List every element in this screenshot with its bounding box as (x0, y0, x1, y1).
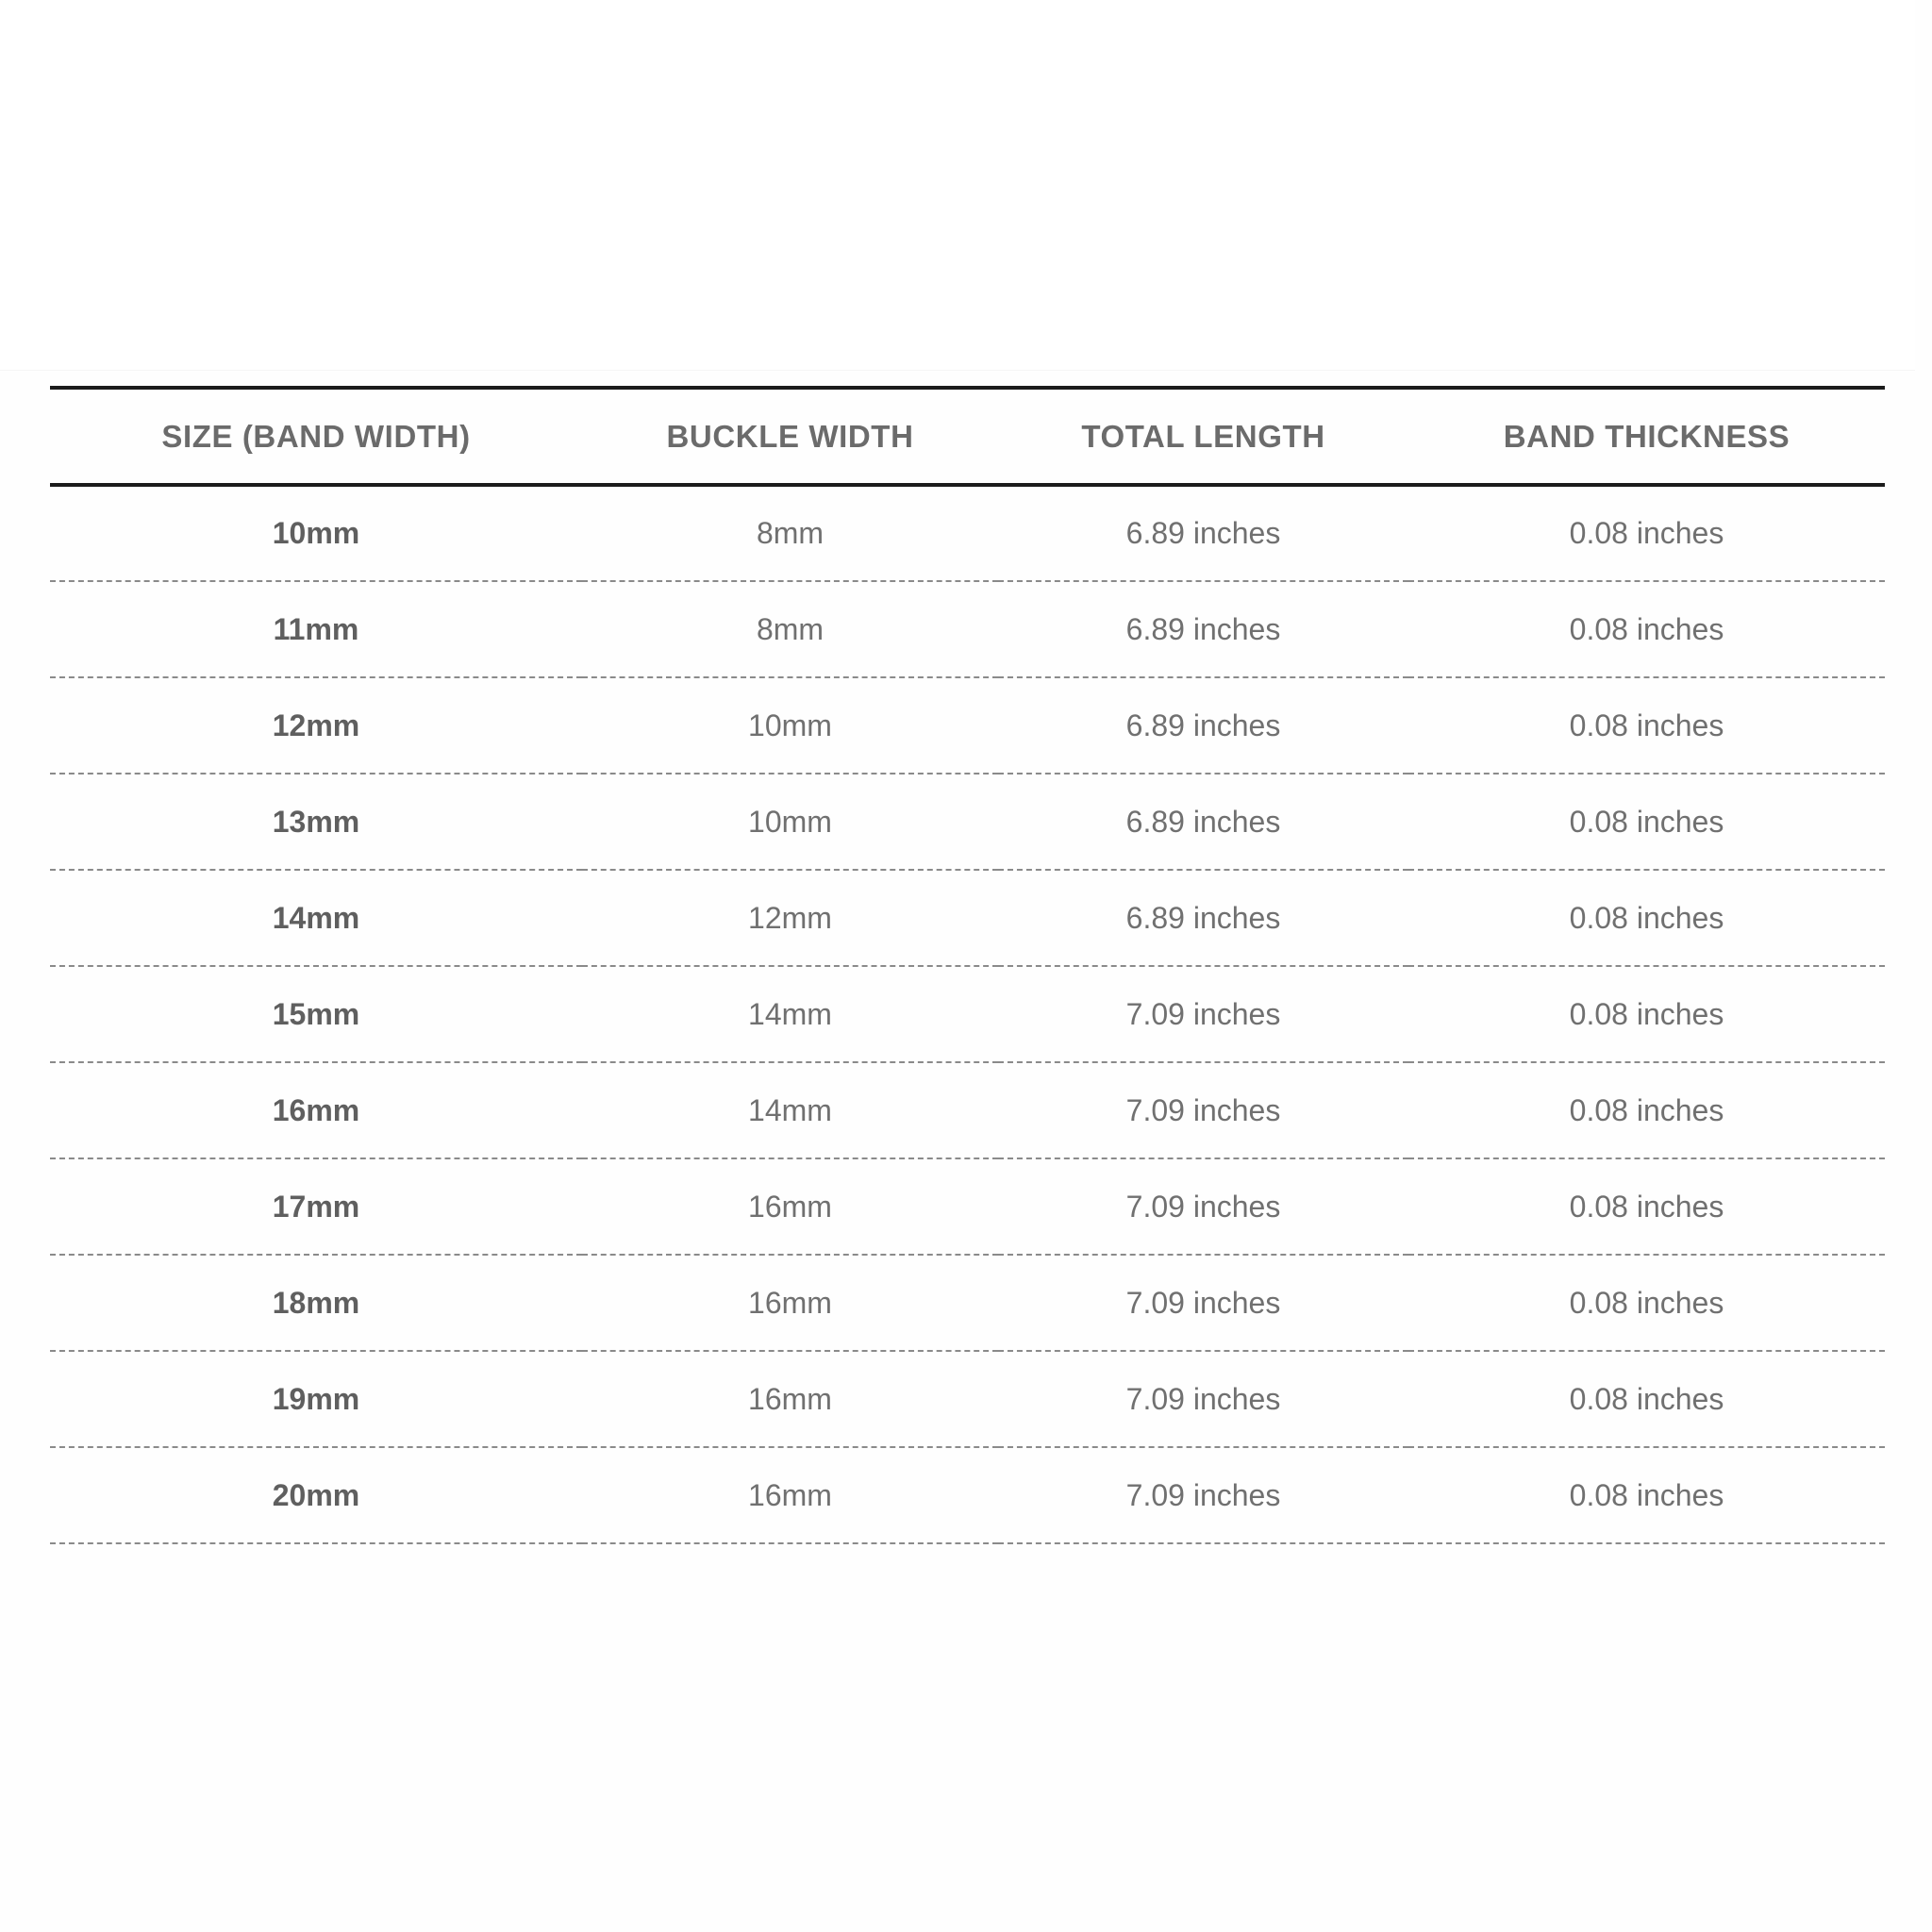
total-length-cell: 6.89 inches (998, 870, 1408, 966)
buckle-width-cell: 10mm (582, 677, 998, 774)
header-band-thickness: BAND THICKNESS (1408, 388, 1885, 485)
band-thickness-cell: 0.08 inches (1408, 1351, 1885, 1447)
table-row (50, 677, 1885, 774)
table-row (50, 1447, 1885, 1543)
size-cell: 17mm (50, 1158, 582, 1255)
total-length-cell: 7.09 inches (998, 1158, 1408, 1255)
band-thickness-cell: 0.08 inches (1408, 485, 1885, 581)
table-header (50, 388, 1885, 485)
size-cell: 20mm (50, 1447, 582, 1543)
total-length-cell: 6.89 inches (998, 774, 1408, 870)
header-buckle-width: BUCKLE WIDTH (582, 388, 998, 485)
buckle-width-cell: 14mm (582, 966, 998, 1062)
table-row (50, 774, 1885, 870)
total-length-cell: 7.09 inches (998, 966, 1408, 1062)
buckle-width-cell: 16mm (582, 1447, 998, 1543)
size-cell: 19mm (50, 1351, 582, 1447)
buckle-width-cell: 12mm (582, 870, 998, 966)
table-row (50, 1255, 1885, 1351)
total-length-cell: 7.09 inches (998, 1447, 1408, 1543)
total-length-cell: 7.09 inches (998, 1351, 1408, 1447)
band-thickness-cell: 0.08 inches (1408, 581, 1885, 677)
total-length-cell: 6.89 inches (998, 485, 1408, 581)
page-header-area (0, 0, 1915, 371)
total-length-cell: 6.89 inches (998, 581, 1408, 677)
buckle-width-cell: 8mm (582, 485, 998, 581)
total-length-cell: 7.09 inches (998, 1255, 1408, 1351)
size-cell: 14mm (50, 870, 582, 966)
buckle-width-cell: 16mm (582, 1351, 998, 1447)
buckle-width-cell: 14mm (582, 1062, 998, 1158)
size-cell: 10mm (50, 485, 582, 581)
table-row (50, 1062, 1885, 1158)
buckle-width-cell: 16mm (582, 1255, 998, 1351)
size-cell: 11mm (50, 581, 582, 677)
table-row (50, 485, 1885, 581)
header-total-length: TOTAL LENGTH (998, 388, 1408, 485)
header-size-band-width: SIZE (BAND WIDTH) (50, 388, 582, 485)
size-cell: 15mm (50, 966, 582, 1062)
total-length-cell: 6.89 inches (998, 677, 1408, 774)
buckle-width-cell: 16mm (582, 1158, 998, 1255)
size-chart-table (50, 386, 1885, 1544)
table-row (50, 870, 1885, 966)
total-length-cell: 7.09 inches (998, 1062, 1408, 1158)
band-thickness-cell: 0.08 inches (1408, 1158, 1885, 1255)
size-cell: 13mm (50, 774, 582, 870)
table-row (50, 966, 1885, 1062)
table-row (50, 1158, 1885, 1255)
buckle-width-cell: 8mm (582, 581, 998, 677)
band-thickness-cell: 0.08 inches (1408, 966, 1885, 1062)
band-thickness-cell: 0.08 inches (1408, 1447, 1885, 1543)
band-thickness-cell: 0.08 inches (1408, 870, 1885, 966)
band-thickness-cell: 0.08 inches (1408, 774, 1885, 870)
buckle-width-cell: 10mm (582, 774, 998, 870)
table-body (50, 485, 1885, 1543)
band-thickness-cell: 0.08 inches (1408, 1255, 1885, 1351)
table-row (50, 1351, 1885, 1447)
size-cell: 12mm (50, 677, 582, 774)
size-cell: 18mm (50, 1255, 582, 1351)
band-thickness-cell: 0.08 inches (1408, 677, 1885, 774)
size-cell: 16mm (50, 1062, 582, 1158)
band-thickness-cell: 0.08 inches (1408, 1062, 1885, 1158)
table-row (50, 581, 1885, 677)
header-row (50, 388, 1885, 485)
